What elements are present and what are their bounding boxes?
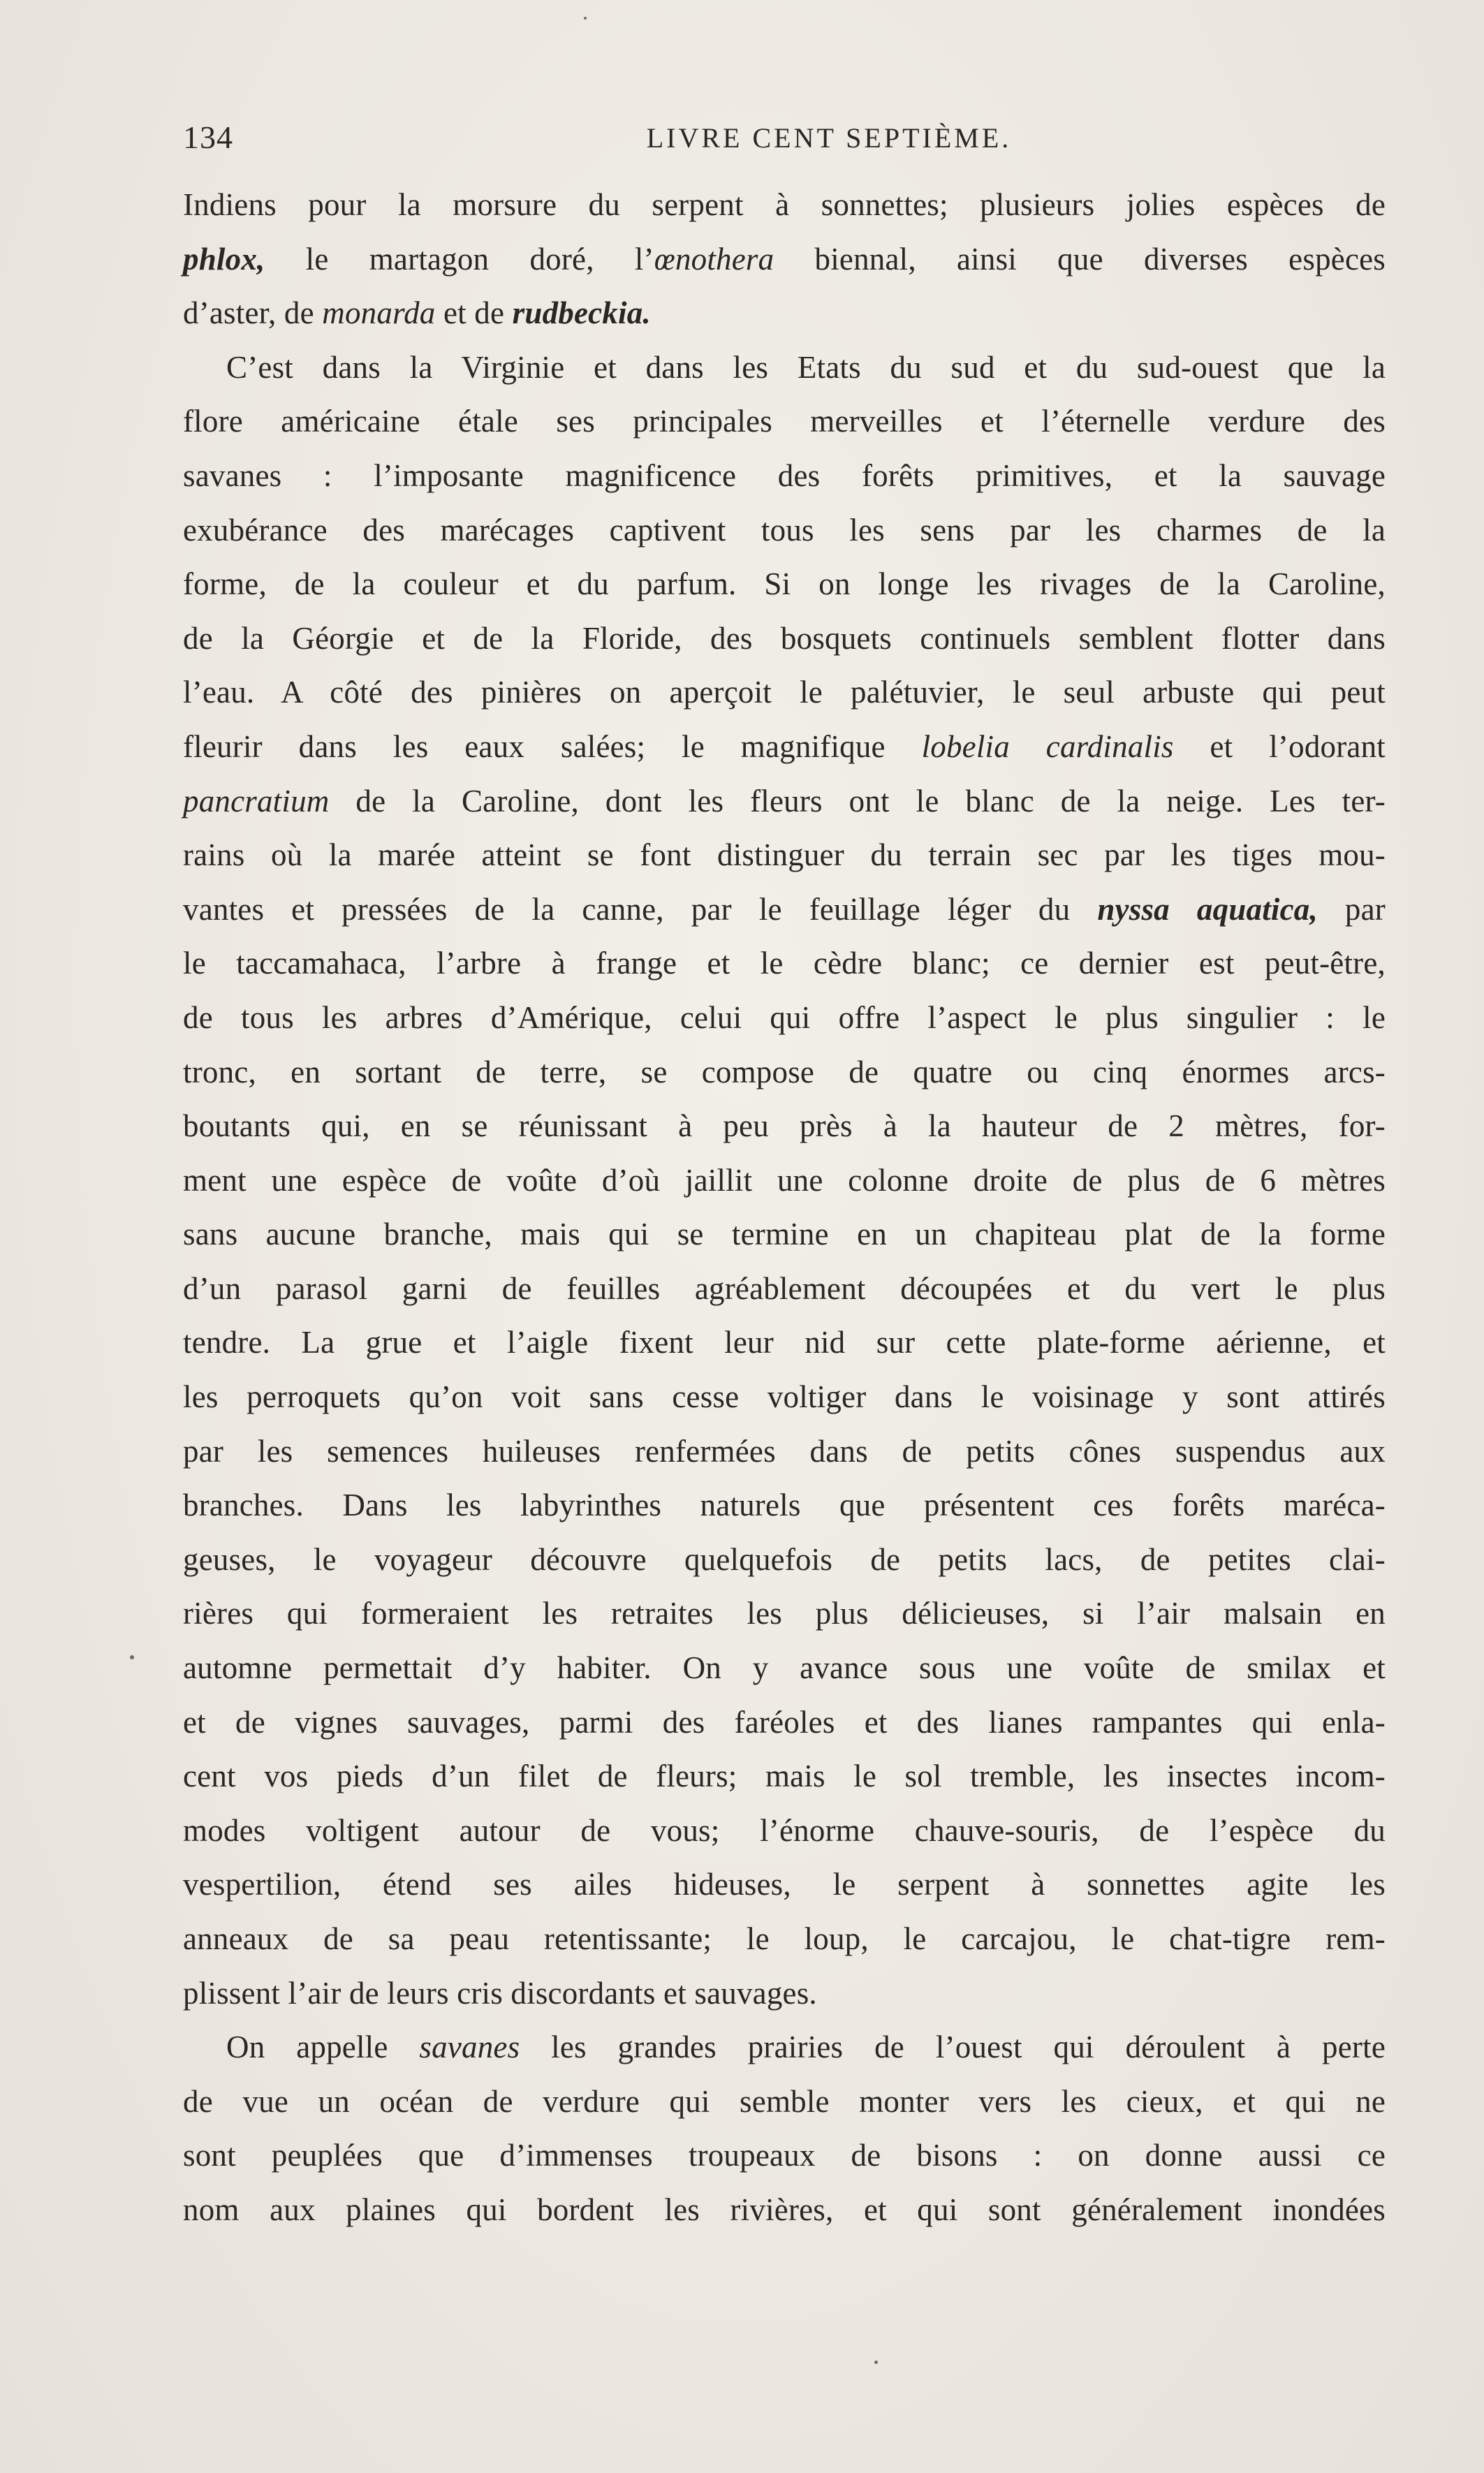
text-line [183,612,1386,666]
text-run: de la Géorgie et de la Floride, des bosquets continuels semblent flotter dans [183,620,1386,656]
text-run: tronc, en sortant de terre, se compose de quatre ou cinq énormes arcs- [183,1054,1386,1089]
text-line [183,720,1386,775]
page-header [183,119,1384,161]
text-run: rières qui formeraient les retraites les plus délicieuses, si l’air malsain en [183,1596,1386,1631]
italic-term: phlox, [183,241,265,277]
italic-term: rudbeckia. [512,295,651,331]
text-run: biennal, ainsi que diverses espèces [774,241,1386,277]
text-line [183,286,1386,341]
text-line [183,1587,1386,1641]
text-run: et de vignes sauvages, parmi des faréoles et des lianes rampantes qui enla- [183,1704,1386,1740]
text-run: sont peuplées que d’immenses troupeaux de bisons : on donne aussi ce [183,2138,1386,2173]
text-run: le martagon doré, l’ [265,241,654,277]
text-run: sans aucune branche, mais qui se termine en un chapiteau plat de la forme [183,1217,1386,1252]
text-run: par les semences huileuses renfermées dans de petits cônes suspendus aux [183,1433,1386,1469]
text-line [183,883,1386,937]
text-run: par [1317,891,1386,927]
text-line [183,233,1386,287]
text-line [183,1696,1386,1750]
text-line [183,1804,1386,1858]
text-run: flore américaine étale ses principales merveilles et l’éternelle verdure des [183,404,1386,439]
text-run: et l’odorant [1173,728,1386,764]
text-run: rains où la marée atteint se font distinguer du terrain sec par les tiges mou- [183,837,1386,873]
margin-mark [130,1655,134,1659]
text-line [183,2129,1386,2183]
text-run: d’aster, de [183,295,323,331]
text-line [183,2075,1386,2129]
text-line [183,828,1386,883]
text-run: de tous les arbres d’Amérique, celui qui offre l’aspect le plus singulier : le [183,999,1386,1035]
text-line [183,937,1386,991]
text-line [183,1425,1386,1479]
text-run: ment une espèce de voûte d’où jaillit une colonne droite de plus de 6 mètres [183,1162,1386,1198]
italic-term: œnothera [654,241,774,277]
text-run: boutants qui, en se réunissant à peu près à la hauteur de 2 mètres, for- [183,1108,1386,1144]
text-line [183,666,1386,720]
text-line [183,2183,1386,2238]
text-line [183,1858,1386,1912]
text-line [183,1912,1386,1967]
text-run: les grandes prairies de l’ouest qui déroulent à perte [520,2030,1386,2065]
text-run: On appelle [226,2030,420,2065]
text-run: modes voltigent autour de vous; l’énorme chauve-souris, de l’espèce du [183,1812,1386,1848]
body-text [183,178,1386,2238]
text-run: cent vos pieds d’un filet de fleurs; mais le sol tremble, les insectes incom- [183,1759,1386,1794]
text-run: C’est dans la Virginie et dans les Etats du sud et du sud-ouest que la [226,349,1386,385]
text-line [183,1316,1386,1370]
italic-term: lobelia cardinalis [921,728,1174,764]
text-line [183,1478,1386,1533]
text-run: vespertilion, étend ses ailes hideuses, le serpent à sonnettes agite les [183,1867,1386,1902]
text-line [183,1208,1386,1262]
text-line [183,2020,1386,2075]
paper-speck [874,2361,878,2364]
text-line [183,1154,1386,1208]
text-line [183,991,1386,1045]
text-line [183,395,1386,449]
paper-speck [584,17,587,20]
text-line [183,178,1386,233]
text-run: d’un parasol garni de feuilles agréablement découpées et du vert le plus [183,1270,1386,1306]
running-head: LIVRE CENT SEPTIÈME. [646,122,1012,154]
text-line [183,557,1386,612]
italic-term: pancratium [183,783,330,819]
text-run: branches. Dans les labyrinthes naturels que présentent ces forêts maréca- [183,1488,1386,1523]
text-run: le taccamahaca, l’arbre à frange et le cèdre blanc; ce dernier est peut-être, [183,946,1386,981]
text-run: exubérance des marécages captivent tous les sens par les charmes de la [183,512,1386,548]
text-line [183,1749,1386,1804]
text-line [183,1370,1386,1425]
text-line [183,1262,1386,1316]
text-run: forme, de la couleur et du parfum. Si on longe les rivages de la Caroline, [183,566,1386,602]
text-run: et de [435,295,513,331]
text-line [183,1967,1386,2021]
text-line [183,1533,1386,1587]
text-line [183,449,1386,504]
text-line [183,504,1386,558]
text-run: l’eau. A côté des pinières on aperçoit le palétuvier, le seul arbuste qui peut [183,675,1386,710]
italic-term: nyssa aquatica, [1097,891,1318,927]
text-line [183,1641,1386,1696]
text-line [183,341,1386,395]
italic-term: monarda [322,295,436,331]
text-line [183,775,1386,829]
text-line [183,1099,1386,1154]
text-run: geuses, le voyageur découvre quelquefois de petits lacs, de petites clai- [183,1541,1386,1577]
text-run: de la Caroline, dont les fleurs ont le blanc de la neige. Les ter- [329,783,1386,819]
text-run: automne permettait d’y habiter. On y avance sous une voûte de smilax et [183,1650,1386,1686]
text-run: les perroquets qu’on voit sans cesse voltiger dans le voisinage y sont attirés [183,1379,1386,1415]
text-run: savanes : l’imposante magnificence des forêts primitives, et la sauvage [183,457,1386,493]
text-run: anneaux de sa peau retentissante; le loup, le carcajou, le chat-tigre rem- [183,1921,1386,1956]
text-line [183,1045,1386,1100]
text-run: fleurir dans les eaux salées; le magnifique [183,728,922,764]
page-number: 134 [183,119,233,155]
italic-term: savanes [419,2030,520,2065]
text-run: plissent l’air de leurs cris discordants et sauvages. [183,1975,817,2011]
text-run: de vue un océan de verdure qui semble monter vers les cieux, et qui ne [183,2083,1386,2119]
text-run: nom aux plaines qui bordent les rivières, et qui sont généralement inondées [183,2192,1386,2227]
text-run: vantes et pressées de la canne, par le feuillage léger du [183,891,1098,927]
text-run: Indiens pour la morsure du serpent à sonnettes; plusieurs jolies espèces de [183,187,1386,222]
text-run: tendre. La grue et l’aigle fixent leur nid sur cette plate-forme aérienne, et [183,1325,1386,1360]
